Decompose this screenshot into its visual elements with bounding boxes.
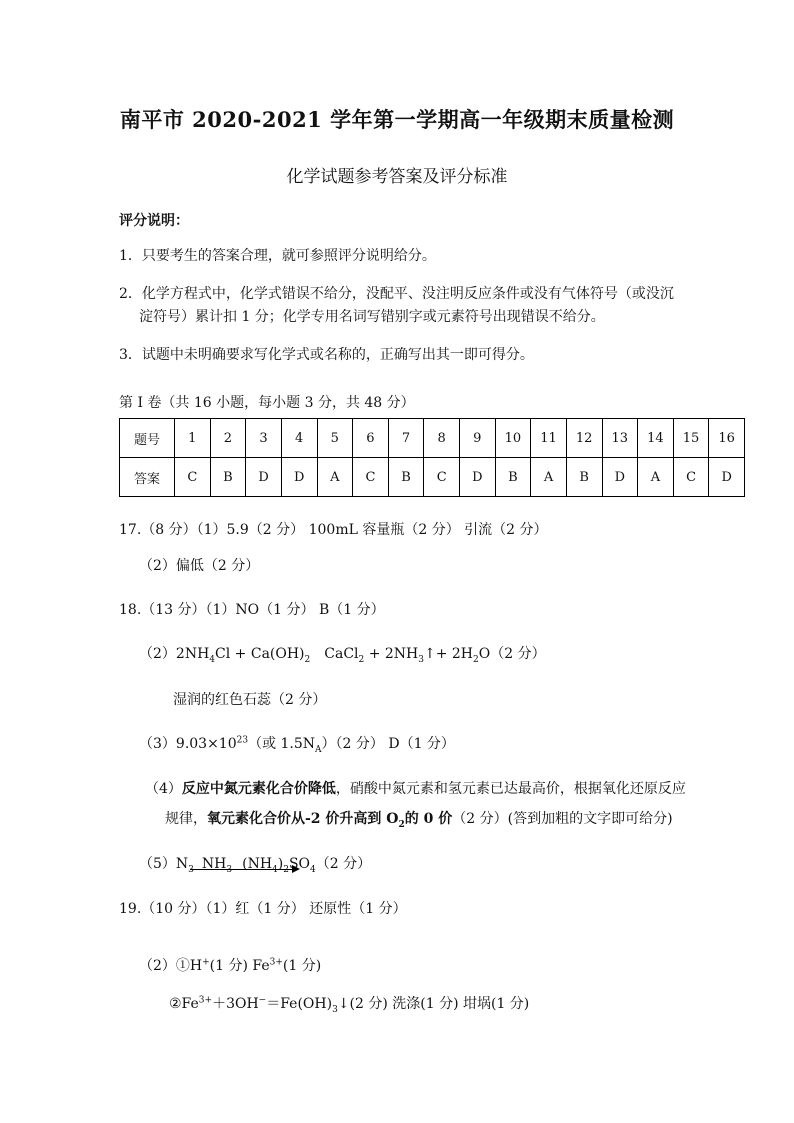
q19-l3-a: ②Fe [169, 996, 199, 1012]
q18-l5-rest: ，硝酸中氮元素和氢元素已达最高价，根据氧化还原反应 [335, 781, 686, 797]
q17-line-2: （2）偏低（2 分） [139, 558, 260, 574]
answer-cell: D [460, 458, 496, 497]
q18-equation [139, 643, 546, 665]
answer-cell: A [317, 458, 353, 497]
question-number: 11 [531, 419, 567, 458]
table-row-numbers [120, 419, 745, 458]
q18-l4-c: （或 1.5N [248, 736, 316, 752]
q18-eq-reactant-2: Cl + Ca(OH) [215, 646, 305, 662]
answer-cell: A [531, 458, 567, 497]
q17-line-1: 17.（8 分）（1）5.9（2 分） 100mL 容量瓶（2 分） 引流（2 分） [119, 522, 548, 538]
q18-eq-reactant: 2NH [175, 646, 210, 662]
question-number: 1 [175, 419, 211, 458]
question-number: 15 [673, 419, 709, 458]
q18-l6-a: 规律， [165, 811, 207, 827]
scoring-note-3: 3．试题中未明确要求写化学式或名称的，正确写出其一即可得分。 [119, 347, 534, 363]
answer-cell: C [175, 458, 211, 497]
subscript: 2 [473, 654, 479, 665]
subscript: 3 [188, 864, 194, 875]
subscript: 4 [310, 864, 316, 875]
answer-cell: B [388, 458, 424, 497]
question-number: 7 [388, 419, 424, 458]
scoring-note-1: 1．只要考生的答案合理，就可参照评分说明给分。 [119, 248, 436, 264]
subscript: 2 [398, 819, 405, 830]
question-number: 14 [638, 419, 674, 458]
subscript: 3 [332, 1004, 338, 1015]
superscript: + [202, 957, 210, 968]
answer-cell: D [281, 458, 317, 497]
q18-l7-i: SO [288, 856, 311, 872]
superscript: 3+ [269, 957, 283, 968]
answer-cell: D [246, 458, 282, 497]
question-number: 13 [602, 419, 638, 458]
question-number: 10 [495, 419, 531, 458]
answer-cell: C [424, 458, 460, 497]
q18-l7-k: （2 分） [315, 856, 372, 872]
superscript: 3+ [198, 995, 213, 1006]
q18-l4-e: ）（2 分） D（1 分） [321, 736, 455, 752]
q18-line-1: 18.（13 分）（1）NO（1 分） B（1 分） [119, 602, 385, 618]
q19-l3-e: ＝Fe(OH) [266, 996, 333, 1012]
q18-l4-a: （3）9.03×10 [139, 736, 237, 752]
q18-eq-product-3: ↑+ 2H [423, 646, 474, 662]
q19-l2-e: (1 分) [282, 958, 322, 974]
q18-l5-prefix: （4） [145, 781, 182, 797]
scoring-note-2-line-2: 淀符号）累计扣 1 分；化学专用名词写错别字或元素符号出现错误不给分。 [139, 309, 605, 325]
q18-line-5 [145, 778, 686, 798]
part1-heading: 第 I 卷（共 16 小题，每小题 3 分，共 48 分） [119, 395, 415, 411]
q19-l2-a: （2）①H [139, 958, 203, 974]
q19-l2-c: (1 分) Fe [209, 958, 270, 974]
answer-cell: D [602, 458, 638, 497]
q19-l3-c: ＋3OH [212, 996, 259, 1012]
superscript: 23 [236, 735, 249, 746]
question-number: 3 [246, 419, 282, 458]
q18-l7-e: (NH [242, 856, 273, 872]
q19-line-1: 19.（10 分）（1）红（1 分） 还原性（1 分） [119, 901, 407, 917]
conversion-arrow-line [190, 869, 294, 870]
q18-l6-bold-2: 的 0 价 [404, 811, 453, 827]
q19-l3-g: ↓(2 分) 洗涤(1 分) 坩埚(1 分) [337, 996, 530, 1012]
superscript: − [258, 995, 267, 1006]
subscript: 2 [283, 864, 289, 875]
q19-line-3 [169, 993, 529, 1015]
question-number: 8 [424, 419, 460, 458]
q18-line-3: 湿润的红色石蕊（2 分） [173, 692, 327, 708]
answer-cell: B [495, 458, 531, 497]
question-number: 9 [460, 419, 496, 458]
row-label-number: 题号 [120, 419, 175, 458]
answer-cell: A [638, 458, 674, 497]
subscript: 4 [272, 864, 278, 875]
q18-eq-product-2: + 2NH [364, 646, 419, 662]
question-number: 2 [210, 419, 246, 458]
subscript: 4 [209, 654, 216, 665]
q18-eq-prefix: （2） [139, 646, 176, 662]
question-number: 6 [353, 419, 389, 458]
q18-l5-bold: 反应中氮元素化合价降低 [181, 781, 336, 797]
answer-cell: C [353, 458, 389, 497]
q18-l6-bold-1: 氧元素化合价从-2 价升高到 O [207, 811, 399, 827]
answer-cell: B [210, 458, 246, 497]
q18-eq-product-4: O（2 分） [478, 646, 546, 662]
subscript: 2 [304, 654, 311, 665]
page-title: 南平市 2020-2021 学年第一学期高一年级期末质量检测 [119, 107, 675, 132]
subscript: 3 [418, 654, 424, 665]
answer-cell: D [709, 458, 745, 497]
question-number: 5 [317, 419, 353, 458]
q18-l7-c: NH [201, 856, 227, 872]
subscript: 2 [358, 654, 365, 665]
question-number: 16 [709, 419, 745, 458]
q19-line-2 [139, 955, 321, 975]
row-label-answer: 答案 [120, 458, 175, 497]
answer-table [119, 418, 745, 497]
table-row-answers [120, 458, 745, 497]
answer-cell: B [566, 458, 602, 497]
page-subtitle: 化学试题参考答案及评分标准 [286, 167, 508, 187]
subscript: A [315, 744, 322, 755]
q18-l6-rest: （2 分）(答到加粗的文字即可给分) [452, 811, 673, 827]
q18-line-4 [139, 733, 455, 755]
subscript: 3 [226, 864, 233, 875]
arrow-right-icon [292, 865, 300, 873]
q18-eq-product: CaCl [324, 646, 359, 662]
q18-l7-g: ) [277, 856, 284, 872]
scoring-note-2-line-1: 2．化学方程式中，化学式错误不给分，没配平、没注明反应条件或没有气体符号（或没沉 [119, 286, 674, 302]
q18-l7-a: （5）N [139, 856, 189, 872]
question-number: 12 [566, 419, 602, 458]
scoring-notes-heading: 评分说明： [119, 213, 189, 229]
q18-line-6 [165, 808, 673, 830]
answer-cell: C [673, 458, 709, 497]
question-number: 4 [281, 419, 317, 458]
q18-line-7 [139, 853, 371, 875]
